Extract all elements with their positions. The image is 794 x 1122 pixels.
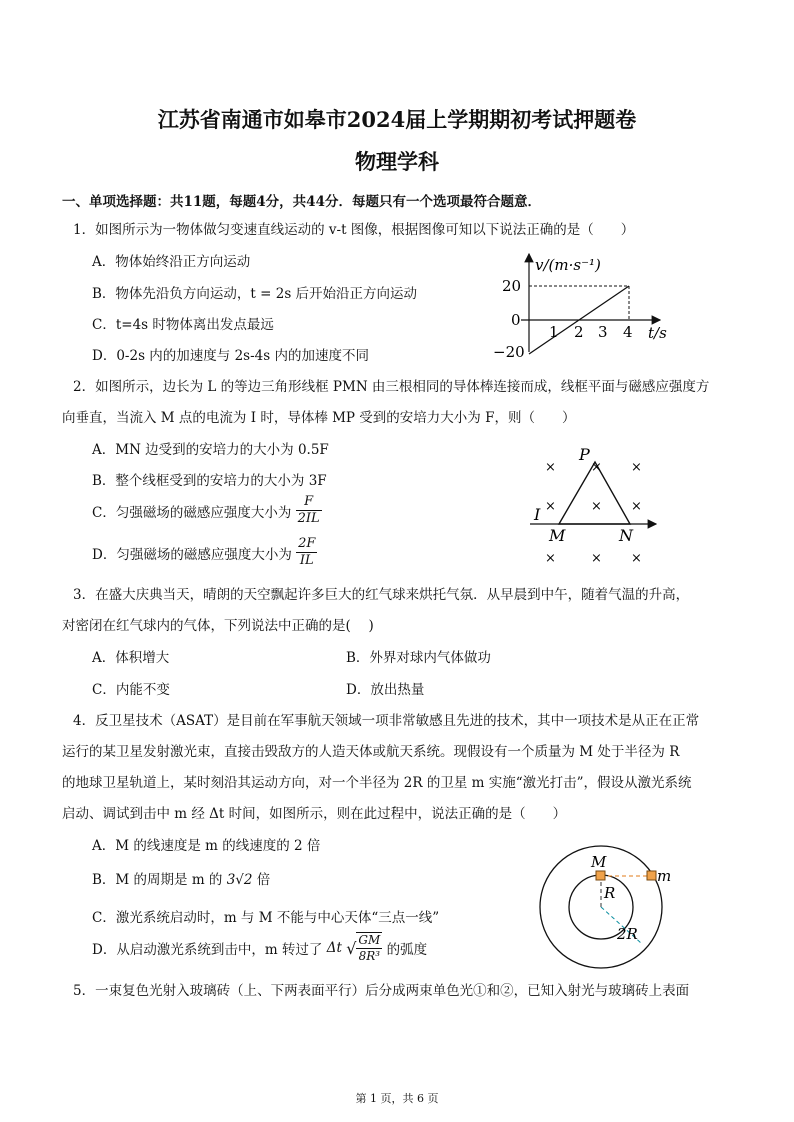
q1-option-c: C．t=4s 时物体离出发点最远 xyxy=(92,317,274,333)
fraction-numerator: F xyxy=(296,494,322,511)
q1-option-d: D．0-2s 内的加速度与 2s-4s 内的加速度不同 xyxy=(92,348,369,364)
label-R: R xyxy=(604,884,616,902)
q4-option-a: A．M 的线速度是 m 的线速度的 2 倍 xyxy=(92,838,321,854)
field-cross: × xyxy=(591,551,602,566)
section-heading: 一、单项选择题：共11题，每题4分，共44分．每题只有一个选项最符合题意． xyxy=(62,194,541,210)
q4-stem-line4: 启动、调试到击中 m 经 Δt 时间，如图所示，则在此过程中，说法正确的是（ ） xyxy=(62,806,567,822)
point-n-label: N xyxy=(619,526,633,545)
x-tick-4: 4 xyxy=(623,323,633,341)
q4-stem-line1: 4．反卫星技术（ASAT）是目前在军事航天领域一项非常敏感且先进的技术，其中一项技术是从正在正常 xyxy=(73,713,700,729)
current-i-label: I xyxy=(534,505,541,524)
exam-subtitle: 物理学科 xyxy=(355,149,439,174)
label-M: M xyxy=(591,853,607,871)
field-cross: × xyxy=(545,499,556,514)
q1-stem: 1．如图所示为一物体做匀变速直线运动的 v-t 图像，根据图像可知以下说法正确的是（ ） xyxy=(73,222,635,238)
q4-stem-line3: 的地球卫星轨道上，某时刻沿其运动方向，对一个半径为 2R 的卫星 m 实施“激光打击”，假设从激光系统 xyxy=(62,775,692,791)
point-m-label: M xyxy=(549,526,566,545)
q2-option-c-label: C．匀强磁场的磁感应强度大小为 xyxy=(92,504,292,521)
sqrt-icon: √ xyxy=(346,938,357,958)
fraction-numerator: 2F xyxy=(298,536,316,551)
q5-stem-line1: 5．一束复色光射入玻璃砖（上、下两表面平行）后分成两束单色光①和②，已知入射光与玻璃砖上表面 xyxy=(73,983,690,999)
q4-option-b-value: 3√2 xyxy=(226,872,253,888)
q4-option-b-label: B．M 的周期是 m 的 xyxy=(92,872,223,888)
q2-option-c-fraction xyxy=(296,494,322,527)
q4-option-c: C．激光系统启动时，m 与 M 不能与中心天体“三点一线” xyxy=(92,910,440,926)
triangle-frame-figure xyxy=(525,440,665,570)
field-cross: × xyxy=(631,499,642,514)
q1-option-b: B．物体先沿负方向运动，t = 2s 后开始沿正方向运动 xyxy=(92,286,418,302)
q3-stem-line2: 对密闭在红气球内的气体，下列说法中正确的是( ) xyxy=(62,618,374,634)
fraction-numerator: GM xyxy=(358,933,381,947)
q4-option-d-dt: Δt xyxy=(326,940,342,956)
q4-option-b xyxy=(92,868,270,888)
satellite-M-icon xyxy=(596,871,605,880)
page-footer: 第 1 页，共 6 页 xyxy=(355,1092,439,1105)
field-cross: × xyxy=(591,499,602,514)
q4-option-d-suffix: 的弧度 xyxy=(386,942,428,958)
q4-option-d-label: D．从启动激光系统到击中，m 转过了 xyxy=(92,942,323,958)
y-tick-0: 0 xyxy=(511,311,521,329)
x-tick-3: 3 xyxy=(598,323,608,341)
magnetic-field-crosses xyxy=(545,460,642,566)
label-2R: 2R xyxy=(617,925,638,943)
orbit-figure xyxy=(535,845,705,973)
vt-graph xyxy=(488,248,678,363)
field-cross: × xyxy=(631,460,642,475)
field-cross: × xyxy=(545,551,556,566)
field-cross: × xyxy=(631,551,642,566)
satellite-m-icon xyxy=(647,871,656,880)
q2-option-b: B．整个线框受到的安培力的大小为 3F xyxy=(92,473,327,489)
x-axis-label: t/s xyxy=(648,324,667,342)
q4-option-d xyxy=(92,932,427,964)
q3-option-b: B．外界对球内气体做功 xyxy=(346,650,491,666)
q2-option-c xyxy=(92,494,322,527)
q4-option-d-fraction xyxy=(356,932,382,964)
q4-stem-line2: 运行的某卫星发射激光束，直接击毁敌方的人造天体或航天系统。现假设有一个质量为 M 处于半径为 R xyxy=(62,744,680,760)
q2-stem-line1: 2．如图所示，边长为 L 的等边三角形线框 PMN 由三根相同的导体棒连接而成，线框平面与磁感应强度方 xyxy=(73,379,710,395)
x-tick-2: 2 xyxy=(574,323,584,341)
y-tick-20: 20 xyxy=(502,277,522,295)
fraction-denominator: 8R³ xyxy=(358,949,381,963)
field-cross: × xyxy=(545,460,556,475)
q1-option-a: A．物体始终沿正方向运动 xyxy=(92,254,251,270)
y-axis-label: v/(m·s⁻¹) xyxy=(535,256,601,274)
q3-stem-line1: 3．在盛大庆典当天，晴朗的天空飘起许多巨大的红气球来烘托气氛．从早晨到中午，随着气温的升高， xyxy=(73,587,690,603)
x-tick-1: 1 xyxy=(549,323,559,341)
label-m: m xyxy=(657,867,672,885)
fraction-denominator: IL xyxy=(299,553,314,568)
q2-option-a: A．MN 边受到的安培力的大小为 0.5F xyxy=(92,442,329,458)
q3-option-a: A．体积增大 xyxy=(92,650,170,666)
q2-stem-line2: 向垂直，当流入 M 点的电流为 I 时，导体棒 MP 受到的安培力大小为 F，则（ ） xyxy=(62,410,576,426)
q3-option-d: D．放出热量 xyxy=(346,682,425,698)
q2-option-d xyxy=(92,536,317,569)
point-p-label: P xyxy=(579,445,590,464)
q2-option-d-label: D．匀强磁场的磁感应强度大小为 xyxy=(92,546,292,563)
field-cross: × xyxy=(591,460,602,475)
q3-option-c: C．内能不变 xyxy=(92,682,170,698)
fraction-denominator: 2IL xyxy=(297,511,320,526)
y-tick-minus20: −20 xyxy=(493,343,525,361)
q4-option-b-suffix: 倍 xyxy=(256,872,271,888)
q2-option-d-fraction xyxy=(296,536,317,569)
exam-title: 江苏省南通市如皋市2024届上学期期初考试押题卷 xyxy=(157,107,637,132)
